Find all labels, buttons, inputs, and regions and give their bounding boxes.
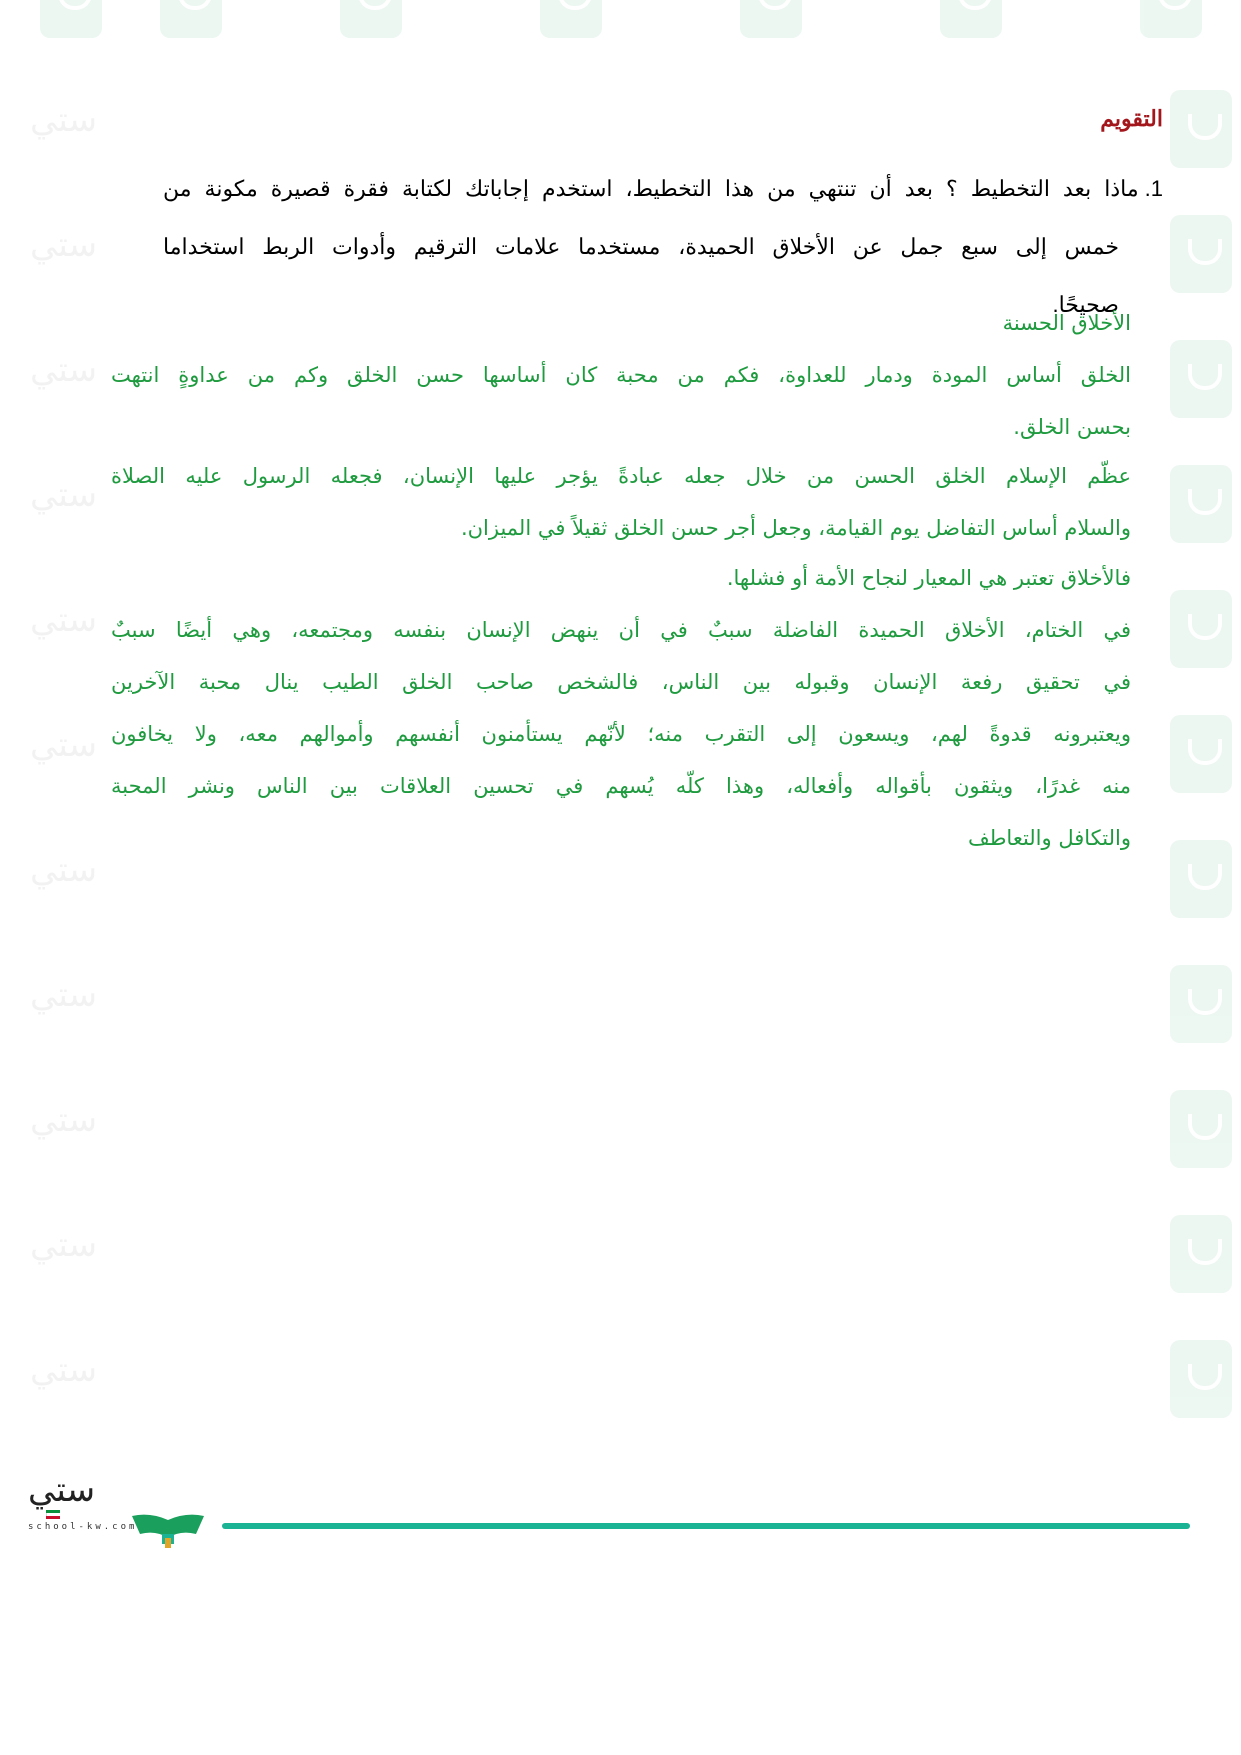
answer-line: فالأخلاق تعتبر هي المعيار لنجاح الأمة أو فشلها. — [726, 566, 1131, 590]
answer-line: ويعتبرونه قدوةً لهم، ويسعون إلى التقرب منه؛ لأنّهم يستأمنون أنفسهم وأموالهم معه، ولا يخافون — [111, 722, 1131, 746]
book-icon — [940, 0, 1002, 38]
answer-line: في الختام، الأخلاق الحميدة الفاضلة سببٌ في أن ينهض الإنسان بنفسه ومجتمعه، وهي أيضًا سببٌ — [111, 618, 1131, 642]
question-line: صحيحًا. — [1052, 292, 1119, 317]
answer-line: والسلام أساس التفاضل يوم القيامة، وجعل أجر حسن الخلق ثقيلاً في الميزان. — [460, 516, 1131, 540]
watermark-top-row — [0, 0, 1241, 55]
kuwait-flag-icon — [46, 1510, 60, 1519]
answer-paragraph-3 — [111, 552, 1131, 604]
answer-paragraph-1 — [111, 349, 1131, 453]
watermark-logo: ﺳﺘﻲ — [30, 850, 98, 890]
watermark-logo: ﺳﺘﻲ — [30, 350, 98, 390]
question-text: ماذا بعد التخطيط ؟ بعد أن تنتهي من هذا التخطيط، استخدم إجاباتك لكتابة فقرة قصيرة مكونة من — [163, 176, 1139, 201]
book-icon — [340, 0, 402, 38]
watermark-logo: ﺳﺘﻲ — [30, 1225, 98, 1265]
answer-line: بحسن الخلق. — [1013, 415, 1131, 439]
question-line: خمس إلى سبع جمل عن الأخلاق الحميدة، مستخدما علامات الترقيم وأدوات الربط استخداما — [163, 234, 1119, 259]
watermark-logo: ﺳﺘﻲ — [30, 1350, 98, 1390]
answer-line: الخلق أساس المودة ودمار للعداوة، فكم من محبة كان أساسها حسن الخلق وكم من عداوةٍ انتهت — [111, 363, 1131, 387]
answer-line: منه غدرًا، ويثقون بأقواله وأفعاله، وهذا كلّه يُسهم في تحسين العلاقات بين الناس ونشر المحبة — [111, 774, 1131, 798]
book-icon — [1170, 90, 1232, 168]
watermark-logo: ﺳﺘﻲ — [30, 725, 98, 765]
book-icon — [1170, 1340, 1232, 1418]
open-book-icon — [130, 1512, 206, 1548]
footer-divider — [222, 1523, 1190, 1529]
footer-logo-text: ﺳﺘﻲ — [28, 1470, 96, 1510]
book-icon — [1170, 965, 1232, 1043]
answer-paragraph-2 — [111, 450, 1131, 554]
book-icon — [40, 0, 102, 38]
book-icon — [1170, 1215, 1232, 1293]
book-icon — [740, 0, 802, 38]
book-icon — [160, 0, 222, 38]
watermark-logo: ﺳﺘﻲ — [30, 1100, 98, 1140]
answer-line: عظّم الإسلام الخلق الحسن من خلال جعله عبادةً يؤجر عليها الإنسان، فجعله الرسول عليه الصلاة — [111, 464, 1131, 488]
answer-line: والتكافل والتعاطف — [967, 826, 1131, 850]
book-icon — [1170, 340, 1232, 418]
answer-line: في تحقيق رفعة الإنسان وقبوله بين الناس، فالشخص صاحب الخلق الطيب ينال محبة الآخرين — [111, 670, 1131, 694]
answer-title: الأخلاق الحسنة — [1002, 311, 1131, 335]
book-icon — [1170, 1090, 1232, 1168]
watermark-logo: ﺳﺘﻲ — [30, 100, 98, 140]
section-heading: التقويم — [1100, 106, 1163, 131]
watermark-logo: ﺳﺘﻲ — [30, 475, 98, 515]
book-icon — [1170, 590, 1232, 668]
answer-paragraph-4 — [111, 604, 1131, 864]
question-line — [163, 160, 1163, 218]
book-icon — [540, 0, 602, 38]
answer-title-block — [111, 297, 1131, 349]
book-icon — [1140, 0, 1202, 38]
watermark-logo: ﺳﺘﻲ — [30, 225, 98, 265]
book-icon — [1170, 465, 1232, 543]
book-icon — [1170, 215, 1232, 293]
question-number: 1. — [1144, 176, 1163, 201]
watermark-logo: ﺳﺘﻲ — [30, 975, 98, 1015]
book-icon — [1170, 715, 1232, 793]
footer-url: school-kw.com — [28, 1522, 138, 1532]
watermark-logo: ﺳﺘﻲ — [30, 600, 98, 640]
book-icon — [1170, 840, 1232, 918]
